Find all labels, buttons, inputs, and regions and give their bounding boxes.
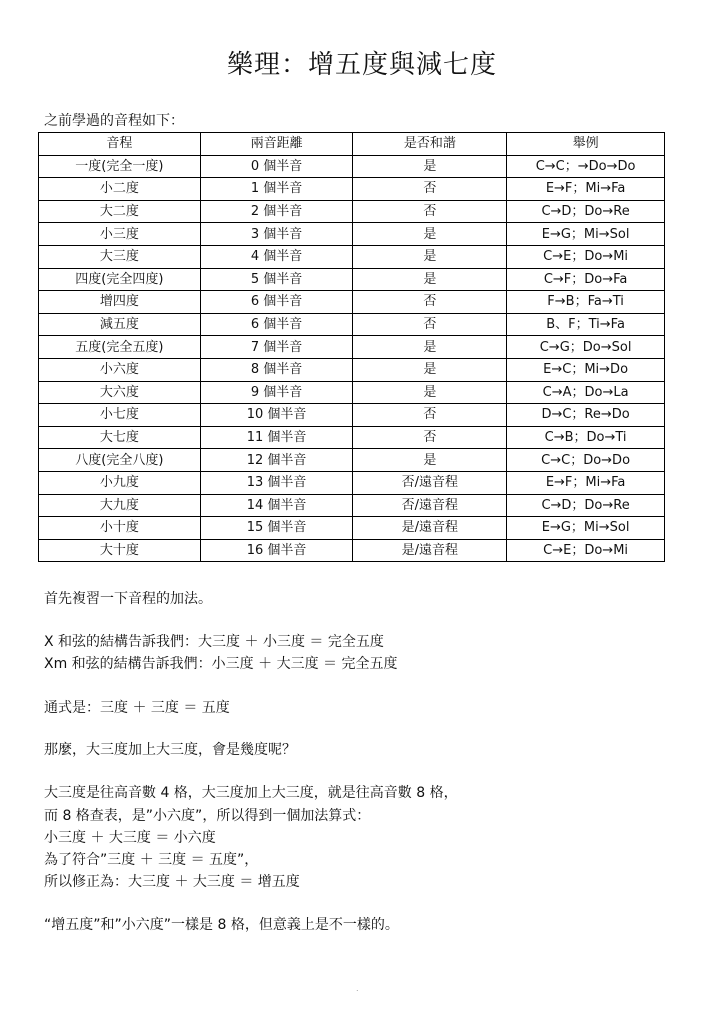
cell-example: C→E；Do→Mi: [507, 539, 665, 562]
cell-example: C→G；Do→Sol: [507, 336, 665, 359]
paragraph-question: 那麼，大三度加上大三度，會是幾度呢？: [44, 742, 296, 758]
page-footer-mark: .: [356, 984, 359, 993]
cell-example: E→F；Mi→Fa: [507, 178, 665, 201]
cell-interval: 五度(完全五度): [39, 336, 201, 359]
table-row: [39, 336, 665, 359]
cell-distance: 3 個半音: [200, 223, 353, 246]
table-row: [39, 155, 665, 178]
cell-consonance: 是/遠音程: [353, 539, 507, 562]
paragraph-explanation-1: 大三度是往高音數 4 格，大三度加上大三度，就是往高音數 8 格，: [44, 785, 458, 801]
cell-example: C→A；Do→La: [507, 381, 665, 404]
cell-consonance: 否: [353, 404, 507, 427]
intro-text: 之前學過的音程如下：: [44, 113, 184, 129]
paragraph-general-formula: 通式是：三度 ＋ 三度 ＝ 五度: [44, 700, 230, 716]
cell-consonance: 是: [353, 449, 507, 472]
paragraph-explanation-3: 為了符合”三度 ＋ 三度 ＝ 五度”，: [44, 852, 259, 868]
cell-distance: 0 個半音: [200, 155, 353, 178]
table-row: [39, 291, 665, 314]
cell-distance: 6 個半音: [200, 313, 353, 336]
cell-interval: 四度(完全四度): [39, 268, 201, 291]
cell-example: C→F；Do→Fa: [507, 268, 665, 291]
cell-example: C→C；→Do→Do: [507, 155, 665, 178]
cell-distance: 12 個半音: [200, 449, 353, 472]
cell-distance: 6 個半音: [200, 291, 353, 314]
cell-example: C→E；Do→Mi: [507, 245, 665, 268]
cell-interval: 八度(完全八度): [39, 449, 201, 472]
cell-distance: 4 個半音: [200, 245, 353, 268]
cell-consonance: 是: [353, 358, 507, 381]
cell-example: E→F；Mi→Fa: [507, 471, 665, 494]
cell-distance: 11 個半音: [200, 426, 353, 449]
paragraph-conclusion: “增五度”和”小六度”一樣是 8 格，但意義上是不一樣的。: [44, 917, 399, 933]
cell-example: C→B；Do→Ti: [507, 426, 665, 449]
cell-distance: 8 個半音: [200, 358, 353, 381]
cell-consonance: 是: [353, 223, 507, 246]
table-row: [39, 200, 665, 223]
paragraph-major-chord: X 和弦的結構告訴我們：大三度 ＋ 小三度 ＝ 完全五度: [44, 634, 384, 650]
cell-interval: 大三度: [39, 245, 201, 268]
cell-consonance: 否/遠音程: [353, 494, 507, 517]
cell-interval: 小三度: [39, 223, 201, 246]
cell-example: F→B；Fa→Ti: [507, 291, 665, 314]
cell-distance: 14 個半音: [200, 494, 353, 517]
cell-example: E→G；Mi→Sol: [507, 517, 665, 540]
cell-consonance: 否: [353, 200, 507, 223]
cell-consonance: 是: [353, 381, 507, 404]
paragraph-equation-2: 所以修正為：大三度 ＋ 大三度 ＝ 增五度: [44, 874, 300, 890]
table-row: [39, 358, 665, 381]
cell-interval: 小二度: [39, 178, 201, 201]
cell-example: E→G；Mi→Sol: [507, 223, 665, 246]
header-interval: 音程: [39, 133, 201, 156]
header-example: 舉例: [507, 133, 665, 156]
table-row: [39, 517, 665, 540]
cell-interval: 大七度: [39, 426, 201, 449]
cell-consonance: 否: [353, 178, 507, 201]
table-row: [39, 313, 665, 336]
table-row: [39, 268, 665, 291]
cell-consonance: 是: [353, 245, 507, 268]
page-title: 樂理：增五度與減七度: [226, 50, 497, 80]
cell-interval: 減五度: [39, 313, 201, 336]
table-row: [39, 471, 665, 494]
interval-table: [38, 132, 665, 562]
table-row: [39, 223, 665, 246]
table-row: [39, 494, 665, 517]
cell-interval: 小六度: [39, 358, 201, 381]
cell-distance: 15 個半音: [200, 517, 353, 540]
cell-distance: 16 個半音: [200, 539, 353, 562]
paragraph-minor-chord: Xm 和弦的結構告訴我們：小三度 ＋ 大三度 ＝ 完全五度: [44, 656, 398, 672]
cell-example: C→C；Do→Do: [507, 449, 665, 472]
cell-example: D→C；Re→Do: [507, 404, 665, 427]
cell-distance: 9 個半音: [200, 381, 353, 404]
table-row: [39, 381, 665, 404]
table-row: [39, 426, 665, 449]
cell-consonance: 否: [353, 313, 507, 336]
header-distance: 兩音距離: [200, 133, 353, 156]
cell-consonance: 否: [353, 291, 507, 314]
cell-consonance: 否: [353, 426, 507, 449]
cell-distance: 13 個半音: [200, 471, 353, 494]
paragraph-review: 首先複習一下音程的加法。: [44, 591, 212, 607]
cell-example: E→C；Mi→Do: [507, 358, 665, 381]
cell-consonance: 是/遠音程: [353, 517, 507, 540]
table-row: [39, 539, 665, 562]
cell-consonance: 是: [353, 268, 507, 291]
cell-example: C→D；Do→Re: [507, 200, 665, 223]
cell-distance: 2 個半音: [200, 200, 353, 223]
paragraph-explanation-2: 而 8 格查表，是”小六度”，所以得到一個加法算式：: [44, 808, 371, 824]
cell-distance: 10 個半音: [200, 404, 353, 427]
paragraph-equation-1: 小三度 ＋ 大三度 ＝ 小六度: [44, 830, 216, 846]
cell-distance: 5 個半音: [200, 268, 353, 291]
table-row: [39, 404, 665, 427]
cell-interval: 大十度: [39, 539, 201, 562]
table-row: [39, 178, 665, 201]
cell-interval: 一度(完全一度): [39, 155, 201, 178]
cell-example: C→D；Do→Re: [507, 494, 665, 517]
cell-example: B、F；Ti→Fa: [507, 313, 665, 336]
table-header-row: [39, 133, 665, 156]
cell-distance: 7 個半音: [200, 336, 353, 359]
cell-consonance: 是: [353, 155, 507, 178]
header-consonance: 是否和諧: [353, 133, 507, 156]
cell-interval: 大六度: [39, 381, 201, 404]
table-row: [39, 245, 665, 268]
table-row: [39, 449, 665, 472]
cell-distance: 1 個半音: [200, 178, 353, 201]
cell-interval: 小七度: [39, 404, 201, 427]
cell-interval: 小十度: [39, 517, 201, 540]
cell-consonance: 是: [353, 336, 507, 359]
cell-interval: 大二度: [39, 200, 201, 223]
cell-interval: 小九度: [39, 471, 201, 494]
cell-interval: 增四度: [39, 291, 201, 314]
table-body: [39, 155, 665, 562]
cell-consonance: 否/遠音程: [353, 471, 507, 494]
cell-interval: 大九度: [39, 494, 201, 517]
